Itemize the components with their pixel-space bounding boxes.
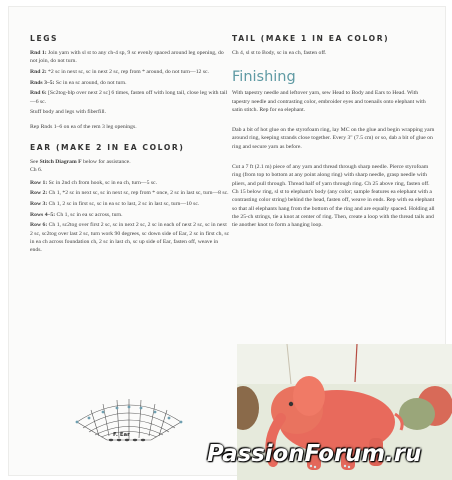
legs-row-1: Rnd 1: Join yarn with sl st to any ch-4 sp, 9 sc evenly spaced around leg opening, do not join, do not turn. [30,50,224,65]
ear-row-6: Row 6: Ch 1, sc2tog over first 2 sc, sc in next 2 sc, 2 sc in each of next 2 sc, sc in next 2 sc, sc2tog over last 2 sc, turn work 90 degrees, sc down side of Ear, 2 sc in first ch, sc in ea ch across foundation ch, 2 sc in last ch, sc up side of Ear, fasten off, weave in ends. [30,222,230,254]
finishing-paragraph-2: Dab a bit of hot glue on the styrofoam ring, lay MC on the glue and begin wrapping yarn around ring, keeping strands close together. Every 3" (7.5 cm) or so, dab a bit of glue on ring and secure yarn as before. [232,127,435,150]
finishing-paragraph-3: Cut a 7 ft (2.1 m) piece of any yarn and thread through sharp needle. Pierce styrofoam ring (from top to bottom at any point along ring) with sharp needle, grasp needle with pliers, and pull through. Thread half of yarn through ring. Ch 25 above ring, fasten off. Ch 15 below ring, sl st to elephant's body (any color; sample features ea elephant with a contrasting color string) behind the head, fasten off, weave in ends. Rep with ea elephant so that all elephants hang from the bottom of the ring and are equally spaced. Holding all the 25-ch strings, tie a knot at center of ring. Then, create a loop with the thread tails and tie another knot to form a hanging loop. [232,164,435,229]
legs-row-2: Rnd 2: *2 sc in next sc, sc in next 2 sc, rep from * around, do not turn—12 sc. [30,68,209,75]
ear-row-4-5: Rows 4–5: Ch 1, sc in ea sc across, turn. [30,211,123,218]
ear-row-1: Row 1: Sc in 2nd ch from hook, sc in ea ch, turn—5 sc. [30,179,157,186]
watermark: PassionForum.ru [207,441,422,467]
ear-chain: Ch 6. [30,167,43,174]
ear-intro: See Stitch Diagram F below for assistance. [30,158,131,165]
legs-note-stuff: Stuff body and legs with fiberfill. [30,109,107,116]
finishing-paragraph-1: With tapestry needle and leftover yarn, sew Head to Body and Ears to Head. With tapestry needle and contrasting color, embroider eyes and toenails onto elephant with satin stitch. Rep for ea elephant. [232,90,426,113]
finishing-heading: Finishing [232,69,296,86]
tail-heading: TAIL (MAKE 1 IN EA COLOR) [232,34,390,43]
ear-row-3: Row 3: Ch 1, 2 sc in first sc, sc in ea sc to last, 2 sc in last sc, turn—10 sc. [30,200,200,207]
legs-note-repeat: Rep Rnds 1–6 on ea of the rem 3 leg openings. [30,123,137,130]
legs-row-4: Rnd 6: [Sc2tog-blp over next 2 sc] 6 times, fasten off with long tail, close leg with tail—6 sc. [30,90,228,105]
legs-row-3: Rnds 3–5: Sc in ea sc around, do not turn. [30,79,127,86]
ear-heading: EAR (MAKE 2 IN EA COLOR) [30,142,185,152]
right-column [232,34,437,229]
diagram-caption: F. Ear [113,432,130,438]
tail-text: Ch 4, sl st to Body, sc in ea ch, fasten off. [232,50,327,56]
left-column [30,34,230,257]
ear-stitch-diagram [69,374,189,454]
legs-heading: LEGS [30,34,59,43]
ear-row-2: Row 2: Ch 1, *2 sc in next sc, sc in next sc, rep from * once, 2 sc in last sc, turn—8 sc. [30,190,229,197]
